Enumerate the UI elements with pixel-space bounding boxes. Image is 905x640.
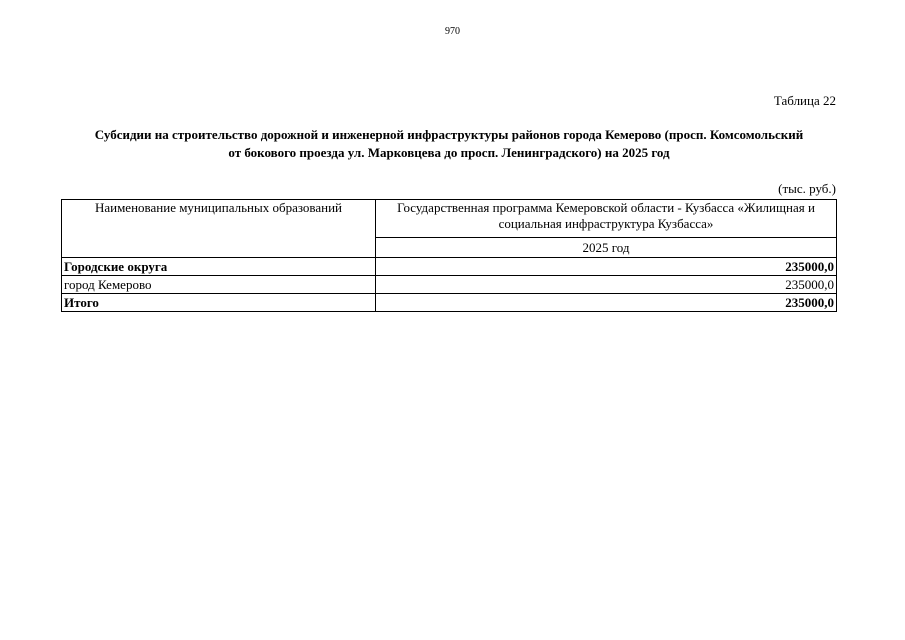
table-header [62, 200, 837, 258]
header-year: 2025 год [376, 238, 837, 258]
units-label: (тыс. руб.) [778, 181, 836, 196]
table-label: Таблица 22 [773, 93, 836, 108]
row-name: Городские округа [62, 258, 376, 276]
subsidy-table [61, 199, 837, 312]
row-value: 235000,0 [376, 276, 837, 294]
row-name: город Кемерово [62, 276, 376, 294]
row-name: Итого [62, 294, 376, 312]
table-row-kemerovo [62, 276, 837, 294]
table-body [62, 258, 837, 312]
row-value: 235000,0 [376, 258, 837, 276]
table-row-urban-districts [62, 258, 837, 276]
header-state-program: Государственная программа Кемеровской области - Кузбасса «Жилищная и социальная инфраструктура Кузбасса» [376, 200, 837, 238]
document-title [61, 126, 837, 162]
header-municipality-name: Наименование муниципальных образований [62, 200, 376, 258]
document-title-line-2: от бокового проезда ул. Марковцева до просп. Ленинградского) на 2025 год [228, 145, 670, 160]
document-title-line-1: Субсидии на строительство дорожной и инженерной инфраструктуры районов города Кемерово (просп. Комсомольский [94, 127, 804, 142]
header-row [62, 200, 837, 238]
page-number: 970 [445, 26, 460, 37]
row-value: 235000,0 [376, 294, 837, 312]
table-row-total [62, 294, 837, 312]
